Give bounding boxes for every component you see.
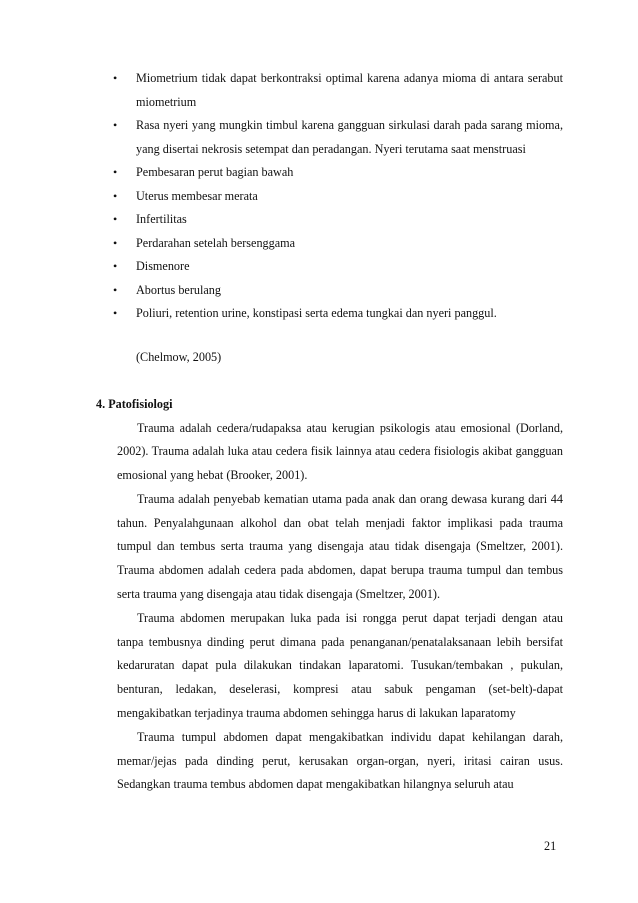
paragraph: Trauma abdomen merupakan luka pada isi rongga perut dapat terjadi dengan atau tanpa tembusnya dinding perut dimana pada penanganan/penatalaksanaan lebih bersifat kedaruratan dapat pula dilakukan tindakan laparatomi. Tusukan/tembakan , pukulan, benturan, ledakan, deselerasi, kompresi atau sabuk pengaman (set-belt)-dapat mengakibatkan terjadinya trauma abdomen sehingga harus di lakukan laparatomy bbox=[117, 611, 563, 720]
section-heading: 4. Patofisiologi bbox=[96, 397, 173, 411]
bullet-text: Abortus berulang bbox=[136, 282, 221, 297]
section-body bbox=[96, 417, 563, 798]
bullet-item bbox=[113, 208, 563, 232]
bullet-text: Rasa nyeri yang mungkin timbul karena gangguan sirkulasi darah pada sarang mioma, yang disertai nekrosis setempat dan peradangan. Nyeri terutama saat menstruasi bbox=[136, 118, 563, 156]
bullet-icon: • bbox=[113, 306, 118, 320]
bullet-text: Infertilitas bbox=[136, 212, 187, 226]
bullet-item bbox=[113, 279, 563, 303]
bullet-icon: • bbox=[113, 235, 118, 250]
bullet-item bbox=[113, 232, 563, 256]
bullet-icon: • bbox=[113, 165, 118, 179]
bullet-icon: • bbox=[113, 282, 118, 297]
symptom-bullet-list bbox=[113, 67, 563, 326]
paragraph: Trauma adalah penyebab kematian utama pada anak dan orang dewasa kurang dari 44 tahun. Penyalahgunaan alkohol dan obat telah menjadi faktor implikasi pada trauma tumpul dan tembus serta trauma yang disengaja atau tidak disengaja (Smeltzer, 2001). Trauma abdomen adalah cedera pada abdomen, dapat berupa trauma tumpul dan tembus serta trauma yang disengaja atau tidak disengaja (Smeltzer, 2001). bbox=[117, 492, 563, 601]
bullet-item bbox=[113, 67, 563, 114]
bullet-item bbox=[113, 185, 563, 209]
bullet-item bbox=[113, 161, 563, 185]
bullet-icon: • bbox=[113, 188, 118, 203]
page-number: 21 bbox=[544, 839, 557, 853]
bullet-item bbox=[113, 302, 563, 326]
bullet-text: Dismenore bbox=[136, 259, 190, 273]
bullet-text: Pembesaran perut bagian bawah bbox=[136, 165, 294, 179]
bullet-item bbox=[113, 114, 563, 161]
bullet-icon: • bbox=[113, 259, 118, 273]
bullet-citation: (Chelmow, 2005) bbox=[136, 350, 222, 364]
bullet-icon: • bbox=[113, 71, 118, 85]
bullet-text: Uterus membesar merata bbox=[136, 188, 258, 203]
paragraph: Trauma adalah cedera/rudapaksa atau kerugian psikologis atau emosional (Dorland, 2002). Trauma adalah luka atau cedera fisik lainnya atau cedera fisiologis akibat gangguan emosional yang hebat (Brooker, 2001). bbox=[117, 420, 563, 482]
bullet-text: Perdarahan setelah bersenggama bbox=[136, 235, 296, 250]
bullet-item bbox=[113, 255, 563, 279]
bullet-text: Poliuri, retention urine, konstipasi serta edema tungkai dan nyeri panggul. bbox=[136, 306, 497, 320]
patofisiologi-section bbox=[96, 393, 563, 798]
bullet-icon: • bbox=[113, 212, 118, 226]
paragraph: Trauma tumpul abdomen dapat mengakibatkan individu dapat kehilangan darah, memar/jejas pada dinding perut, kerusakan organ-organ, nyeri, iritasi cairan usus. Sedangkan trauma tembus abdomen dapat mengakibatkan hilangnya seluruh atau bbox=[117, 730, 563, 792]
bullet-text: Miometrium tidak dapat berkontraksi optimal karena adanya mioma di antara serabut miometrium bbox=[136, 71, 563, 109]
bullet-icon: • bbox=[113, 118, 118, 132]
